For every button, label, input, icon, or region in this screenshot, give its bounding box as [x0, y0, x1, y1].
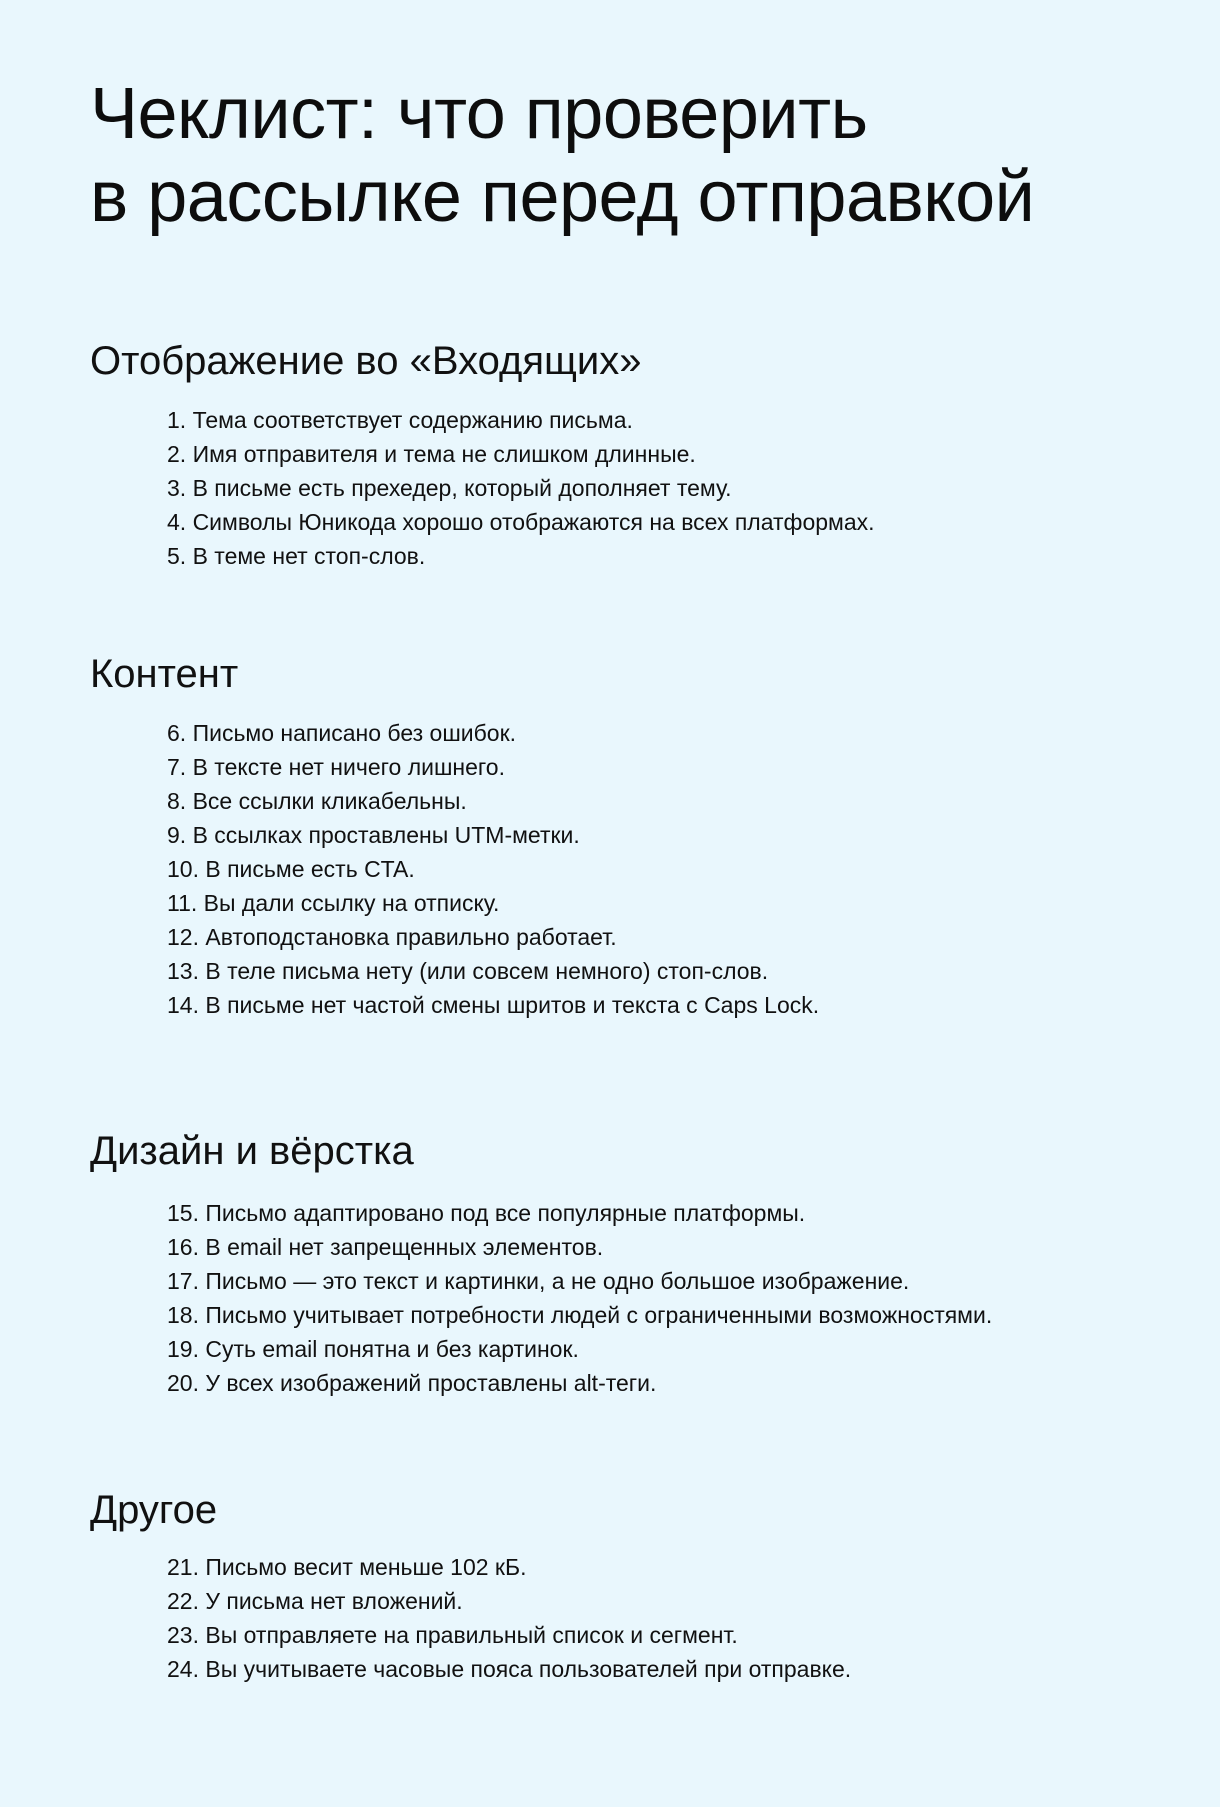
checklist-item: 23. Вы отправляете на правильный список и сегмент.: [167, 1622, 738, 1648]
section-heading: Дизайн и вёрстка: [90, 1129, 414, 1173]
page-title: [90, 73, 1034, 239]
section-other: [90, 1486, 851, 1686]
checklist-item: 9. В ссылках проставлены UTM-метки.: [167, 822, 580, 848]
checklist: [90, 1196, 992, 1400]
checklist-item: 14. В письме нет частой смены шритов и текста с Caps Lock.: [167, 992, 820, 1018]
checklist-item: 2. Имя отправителя и тема не слишком длинные.: [167, 441, 696, 467]
section-heading: Контент: [90, 652, 239, 696]
page-title-line-1: Чеклист: что проверить: [90, 74, 868, 154]
section-inbox-display: [90, 337, 875, 573]
checklist-item: 19. Суть email понятна и без картинок.: [167, 1336, 579, 1362]
checklist-item: 22. У письма нет вложений.: [167, 1588, 463, 1614]
checklist-item: 10. В письме есть CTA.: [167, 856, 415, 882]
checklist-item: 15. Письмо адаптировано под все популярные платформы.: [167, 1200, 806, 1226]
checklist-item: 16. В email нет запрещенных элементов.: [167, 1234, 604, 1260]
checklist-item: 18. Письмо учитывает потребности людей с ограниченными возможностями.: [167, 1302, 993, 1328]
checklist-item: 13. В теле письма нету (или совсем немного) стоп-слов.: [167, 958, 769, 984]
section-heading: Отображение во «Входящих»: [90, 339, 642, 383]
checklist-item: 20. У всех изображений проставлены alt-теги.: [167, 1370, 657, 1396]
checklist-item: 3. В письме есть прехедер, который дополняет тему.: [167, 475, 732, 501]
checklist-item: 21. Письмо весит меньше 102 кБ.: [167, 1554, 527, 1580]
checklist-item: 1. Тема соответствует содержанию письма.: [167, 407, 633, 433]
checklist-item: 11. Вы дали ссылку на отписку.: [167, 890, 500, 916]
checklist-item: 4. Символы Юникода хорошо отображаются на всех платформах.: [167, 509, 875, 535]
checklist-item: 24. Вы учитываете часовые пояса пользователей при отправке.: [167, 1656, 852, 1682]
checklist-item: 5. В теме нет стоп-слов.: [167, 543, 426, 569]
checklist-item: 7. В тексте нет ничего лишнего.: [167, 754, 505, 780]
checklist-item: 8. Все ссылки кликабельны.: [167, 788, 467, 814]
checklist: [90, 1550, 851, 1686]
checklist-item: 17. Письмо — это текст и картинки, а не одно большое изображение.: [167, 1268, 910, 1294]
checklist: [90, 716, 819, 1022]
section-heading: Другое: [90, 1488, 218, 1532]
checklist-item: 6. Письмо написано без ошибок.: [167, 720, 517, 746]
section-design-layout: [90, 1127, 992, 1400]
checklist-item: 12. Автоподстановка правильно работает.: [167, 924, 617, 950]
checklist: [90, 403, 875, 573]
section-content: [90, 650, 819, 1022]
page-title-line-2: в рассылке перед отправкой: [90, 157, 1035, 237]
